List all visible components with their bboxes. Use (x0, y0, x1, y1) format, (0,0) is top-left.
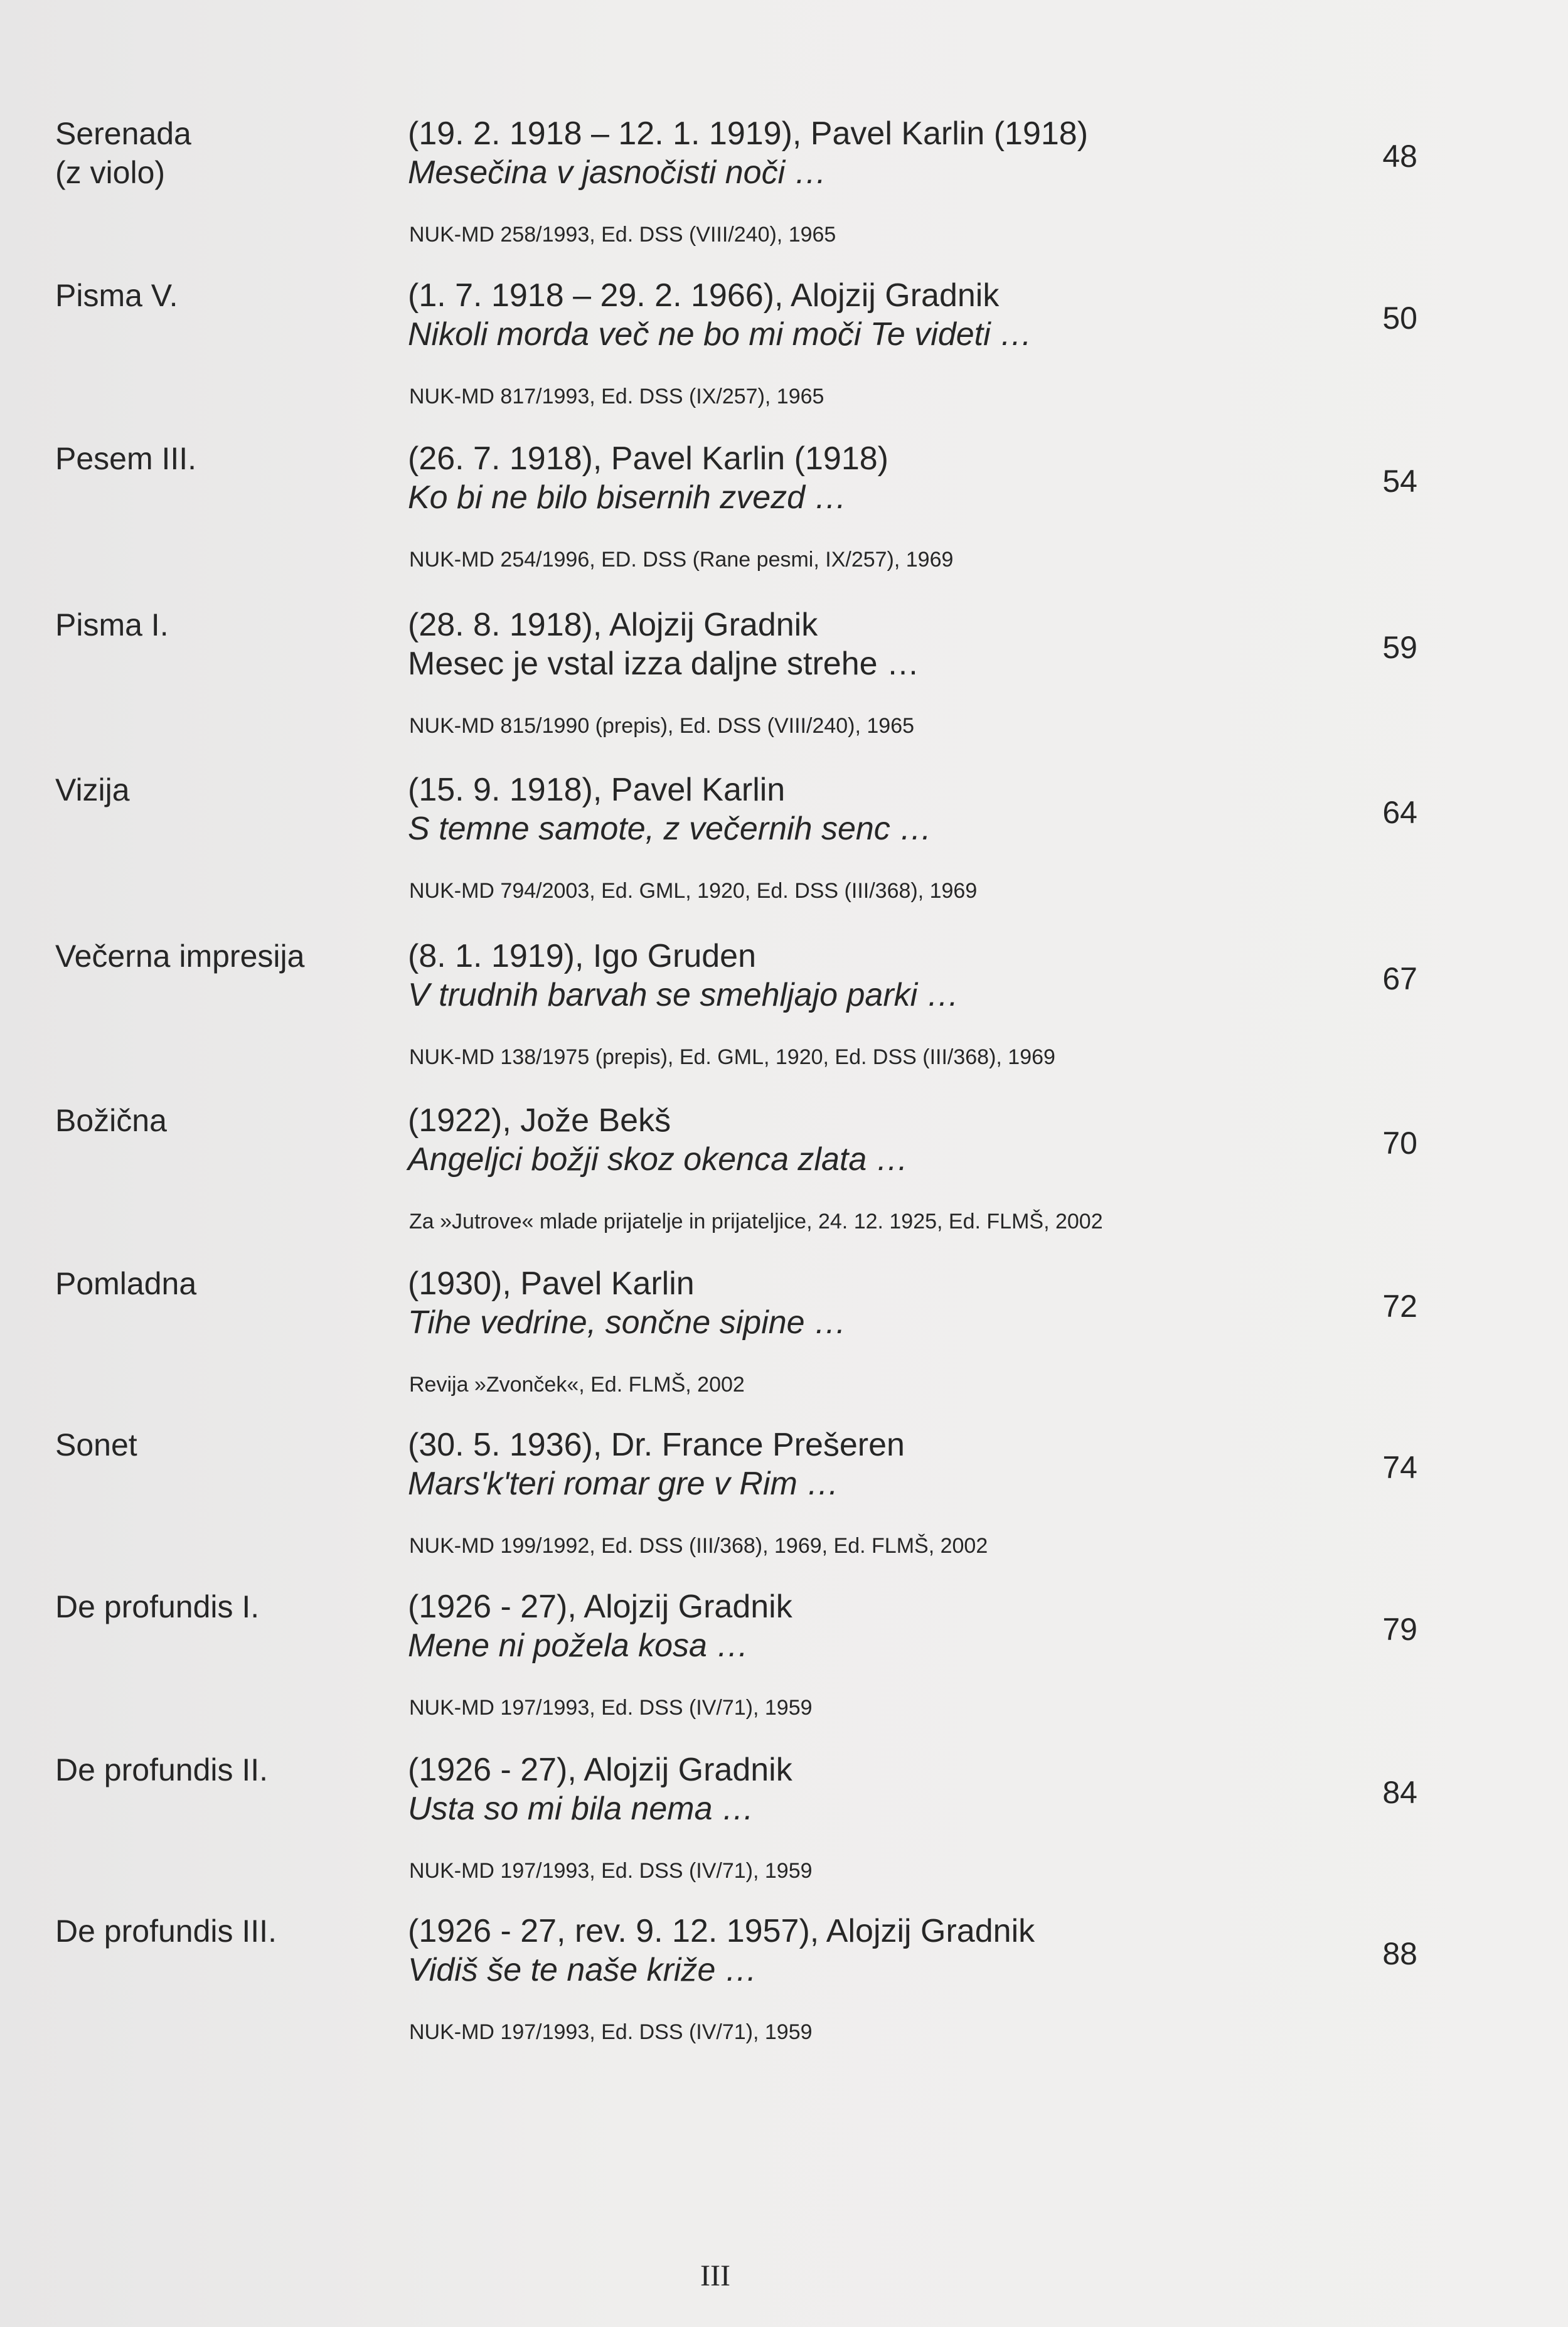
first-line: Mene ni požela kosa … (408, 1627, 749, 1664)
date-and-poet: (15. 9. 1918), Pavel Karlin (408, 772, 786, 808)
first-line: Angeljci božji skoz okenca zlata … (408, 1141, 909, 1178)
first-line: Usta so mi bila nema … (408, 1791, 754, 1827)
page-number: 88 (1382, 1936, 1417, 1971)
source-reference: NUK-MD 254/1996, ED. DSS (Rane pesmi, IX/257), 1969 (409, 548, 954, 572)
source-reference: NUK-MD 197/1993, Ed. DSS (IV/71), 1959 (409, 2020, 813, 2044)
page-number: 74 (1382, 1450, 1417, 1485)
song-title: Večerna impresija (55, 939, 305, 974)
page-number: 72 (1382, 1289, 1417, 1324)
song-title: Serenada (z violo) (55, 116, 191, 190)
song-title: De profundis III. (55, 1914, 277, 1949)
source-reference: NUK-MD 815/1990 (prepis), Ed. DSS (VIII/240), 1965 (409, 714, 915, 738)
date-and-poet: (1926 - 27), Alojzij Gradnik (408, 1589, 792, 1625)
source-reference: NUK-MD 199/1992, Ed. DSS (III/368), 1969, Ed. FLMŠ, 2002 (409, 1534, 988, 1558)
page-number: 79 (1382, 1612, 1417, 1647)
source-reference: NUK-MD 197/1993, Ed. DSS (IV/71), 1959 (409, 1859, 813, 1883)
first-line: Vidiš še te naše križe … (408, 1952, 757, 1988)
page-number: 67 (1382, 961, 1417, 996)
page-number: 64 (1382, 795, 1417, 830)
date-and-poet: (19. 2. 1918 – 12. 1. 1919), Pavel Karlin (1918) (408, 115, 1089, 152)
source-reference: NUK-MD 794/2003, Ed. GML, 1920, Ed. DSS (III/368), 1969 (409, 879, 978, 903)
song-title: Vizija (55, 772, 130, 807)
date-and-poet: (1922), Jože Bekš (408, 1102, 671, 1139)
source-reference: NUK-MD 138/1975 (prepis), Ed. GML, 1920, Ed. DSS (III/368), 1969 (409, 1045, 1055, 1069)
first-line: Ko bi ne bilo bisernih zvezd … (408, 479, 847, 516)
source-reference: Revija »Zvonček«, Ed. FLMŠ, 2002 (409, 1373, 745, 1397)
date-and-poet: (1926 - 27, rev. 9. 12. 1957), Alojzij Gradnik (408, 1913, 1035, 1949)
page-folio: III (700, 2259, 730, 2292)
date-and-poet: (1926 - 27), Alojzij Gradnik (408, 1752, 792, 1788)
song-title: Pisma I. (55, 607, 169, 642)
date-and-poet: (8. 1. 1919), Igo Gruden (408, 938, 757, 974)
source-reference: Za »Jutrove« mlade prijatelje in prijateljice, 24. 12. 1925, Ed. FLMŠ, 2002 (409, 1210, 1103, 1233)
date-and-poet: (30. 5. 1936), Dr. France Prešeren (408, 1427, 905, 1463)
song-title: Božična (55, 1103, 167, 1138)
first-line: Nikoli morda več ne bo mi moči Te videti … (408, 316, 1033, 353)
date-and-poet: (1. 7. 1918 – 29. 2. 1966), Alojzij Gradnik (408, 277, 1000, 314)
song-title: De profundis II. (55, 1752, 269, 1787)
first-line: Mars'k'teri romar gre v Rim … (408, 1466, 840, 1502)
first-line: Tihe vedrine, sončne sipine … (408, 1304, 847, 1341)
source-reference: NUK-MD 817/1993, Ed. DSS (IX/257), 1965 (409, 385, 824, 408)
first-line: S temne samote, z večernih senc … (408, 811, 932, 847)
date-and-poet: (26. 7. 1918), Pavel Karlin (1918) (408, 440, 888, 477)
song-title: Pomladna (55, 1266, 197, 1301)
page-number: 70 (1382, 1126, 1417, 1161)
page-number: 54 (1382, 464, 1417, 499)
source-reference: NUK-MD 258/1993, Ed. DSS (VIII/240), 1965 (409, 223, 836, 247)
song-title: Pisma V. (55, 278, 178, 313)
first-line: Mesečina v jasnočisti noči … (408, 154, 827, 191)
page-number: 84 (1382, 1775, 1417, 1810)
page-number: 48 (1382, 139, 1417, 174)
date-and-poet: (1930), Pavel Karlin (408, 1265, 695, 1302)
first-line: V trudnih barvah se smehljajo parki … (408, 977, 959, 1013)
date-and-poet: (28. 8. 1918), Alojzij Gradnik (408, 607, 818, 643)
page-number: 59 (1382, 630, 1417, 665)
song-title: De profundis I. (55, 1589, 260, 1624)
source-reference: NUK-MD 197/1993, Ed. DSS (IV/71), 1959 (409, 1696, 813, 1720)
song-title: Sonet (55, 1427, 137, 1462)
song-title: Pesem III. (55, 441, 197, 476)
first-line: Mesec je vstal izza daljne strehe … (408, 646, 920, 682)
page-number: 50 (1382, 301, 1417, 336)
